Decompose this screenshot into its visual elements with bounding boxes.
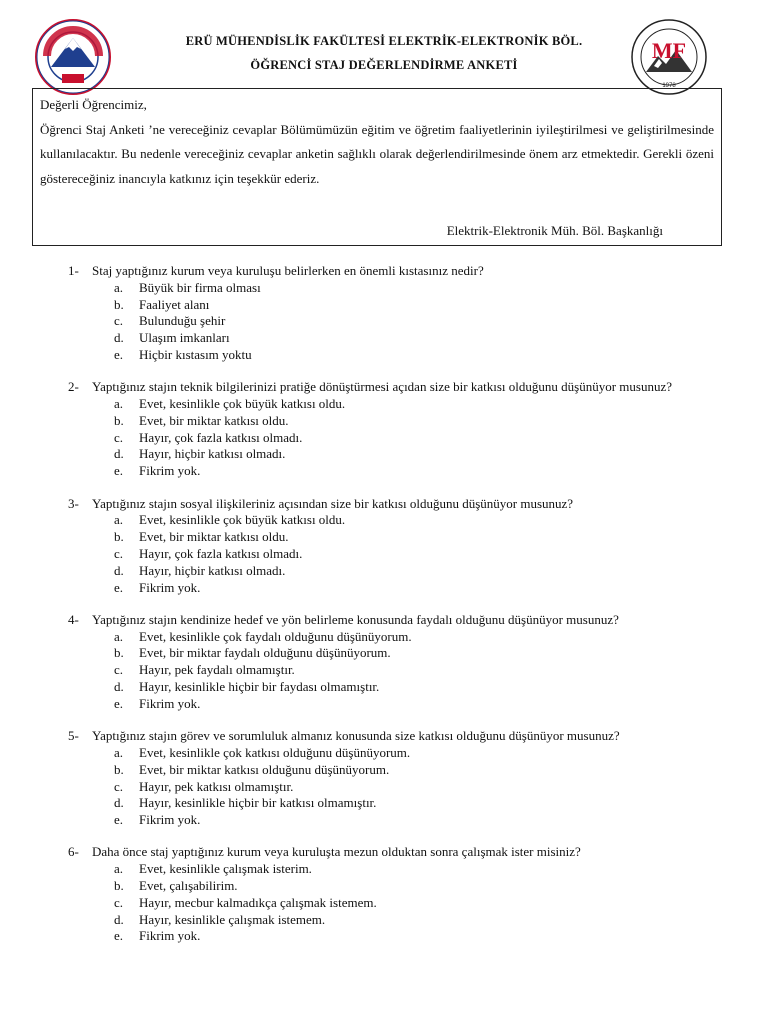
answer-option [68, 413, 738, 430]
question-list [68, 263, 738, 961]
intro-signature: Elektrik-Elektronik Müh. Böl. Başkanlığı [446, 223, 663, 238]
question-1 [68, 263, 738, 364]
option-text: Evet, kesinlikle çok faydalı olduğunu düşünüyorum. [139, 628, 412, 644]
option-letter: c. [114, 545, 124, 561]
option-text: Hayır, pek katkısı olmamıştır. [139, 778, 294, 794]
option-text: Ulaşım imkanları [139, 330, 230, 346]
answer-option [68, 895, 738, 912]
question-6 [68, 844, 738, 945]
answer-option [68, 762, 738, 779]
question-2 [68, 379, 738, 480]
answer-option [68, 546, 738, 563]
option-text: Evet, kesinlikle çok büyük katkısı oldu. [139, 396, 346, 412]
option-letter: c. [114, 894, 124, 910]
intro-box [32, 88, 722, 246]
option-letter: e. [114, 695, 124, 711]
intro-greeting: Değerli Öğrencimiz, [40, 97, 147, 112]
option-text: Faaliyet alanı [139, 296, 210, 312]
answer-option [68, 878, 738, 895]
answer-option [68, 696, 738, 713]
option-letter: d. [114, 330, 124, 346]
question-text: Yaptığınız stajın teknik bilgilerinizi pratiğe dönüştürmesi açıdan size bir katkısı olduğunu düşünüyor musunuz? [92, 379, 672, 395]
header-faculty-line: ERÜ MÜHENDİSLİK FAKÜLTESİ ELEKTRİK-ELEKTRONİK BÖL. [185, 34, 583, 48]
question-text: Daha önce staj yaptığınız kurum veya kuruluşta mezun olduktan sonra çalışmak ister misiniz? [92, 844, 581, 860]
answer-option [68, 861, 738, 878]
answer-option [68, 563, 738, 580]
option-text: Bulunduğu şehir [139, 313, 226, 329]
svg-text:MF: MF [651, 38, 687, 63]
option-text: Hiçbir kıstasım yoktu [139, 346, 252, 362]
question-text-row [68, 612, 738, 629]
erciyes-university-logo [34, 18, 112, 96]
document-header [120, 29, 648, 77]
option-letter: c. [114, 313, 124, 329]
question-number: 6- [68, 844, 79, 860]
answer-option [68, 313, 738, 330]
answer-option [68, 297, 738, 314]
option-letter: b. [114, 645, 124, 661]
question-number: 2- [68, 379, 79, 395]
question-number: 4- [68, 611, 79, 627]
option-letter: e. [114, 463, 124, 479]
option-text: Evet, kesinlikle çok katkısı olduğunu düşünüyorum. [139, 744, 411, 760]
option-text: Hayır, mecbur kalmadıkça çalışmak istemem. [139, 894, 377, 910]
question-text: Yaptığınız stajın görev ve sorumluluk almanız konusunda size katkısı olduğunu düşünüyor musunuz? [92, 728, 620, 744]
option-letter: e. [114, 928, 124, 944]
svg-text:1978: 1978 [662, 83, 676, 89]
option-text: Evet, bir miktar faydalı olduğunu düşünüyorum. [139, 645, 391, 661]
option-text: Hayır, hiçbir katkısı olmadı. [139, 446, 286, 462]
option-text: Hayır, kesinlikle çalışmak istemem. [139, 911, 326, 927]
question-text: Yaptığınız stajın sosyal ilişkileriniz açısından size bir katkısı olduğunu düşünüyor musunuz? [92, 495, 574, 511]
option-letter: a. [114, 628, 124, 644]
answer-option [68, 779, 738, 796]
option-letter: d. [114, 562, 124, 578]
option-letter: d. [114, 911, 124, 927]
question-text-row [68, 728, 738, 745]
answer-option [68, 679, 738, 696]
answer-option [68, 330, 738, 347]
intro-paragraph: Öğrenci Staj Anketi ’ne vereceğiniz cevaplar Bölümümüzün eğitim ve öğretim faaliyetlerinin iyileştirilmesi ve geliştirilmesinde kullanılacaktır. Bu nedenle vereceğiniz cevaplar anketin sağlıklı olarak değerlendirilmesinde önem arz etmektedir. Gerekli özeni göstereceğiniz inancıyla katkınız için teşekkür ederiz. [40, 121, 714, 186]
question-text: Yaptığınız stajın kendinize hedef ve yön belirleme konusunda faydalı olduğunu düşünüyor musunuz? [92, 611, 619, 627]
option-text: Evet, bir miktar katkısı oldu. [139, 412, 289, 428]
option-text: Evet, kesinlikle çok büyük katkısı oldu. [139, 512, 346, 528]
option-letter: b. [114, 761, 124, 777]
option-letter: e. [114, 346, 124, 362]
option-letter: c. [114, 429, 124, 445]
option-letter: a. [114, 861, 124, 877]
option-text: Fikrim yok. [139, 579, 201, 595]
question-text-row [68, 496, 738, 513]
option-text: Hayır, kesinlikle hiçbir bir katkısı olmamıştır. [139, 795, 377, 811]
option-letter: b. [114, 878, 124, 893]
option-text: Evet, bir miktar katkısı olduğunu düşünüyorum. [139, 761, 390, 777]
option-text: Hayır, çok fazla katkısı olmadı. [139, 545, 303, 561]
option-text: Hayır, kesinlikle hiçbir bir faydası olmamıştır. [139, 679, 380, 695]
question-text-row [68, 379, 738, 396]
answer-option [68, 745, 738, 762]
question-text-row [68, 263, 738, 280]
question-4 [68, 612, 738, 713]
option-text: Hayır, çok fazla katkısı olmadı. [139, 429, 303, 445]
answer-option [68, 912, 738, 929]
option-text: Fikrim yok. [139, 928, 201, 944]
answer-option [68, 463, 738, 480]
question-3 [68, 496, 738, 597]
answer-option [68, 580, 738, 597]
header-survey-title: ÖĞRENCİ STAJ DEĞERLENDİRME ANKETİ [250, 58, 518, 72]
option-text: Evet, çalışabilirim. [139, 878, 238, 893]
question-number: 1- [68, 263, 79, 278]
option-text: Fikrim yok. [139, 463, 201, 479]
answer-option [68, 347, 738, 364]
question-number: 5- [68, 728, 79, 744]
option-letter: a. [114, 279, 124, 295]
answer-option [68, 446, 738, 463]
option-letter: c. [114, 778, 124, 794]
option-letter: d. [114, 446, 124, 462]
answer-option [68, 529, 738, 546]
option-text: Fikrim yok. [139, 695, 201, 711]
option-letter: b. [114, 296, 124, 312]
option-text: Evet, kesinlikle çalışmak isterim. [139, 861, 312, 877]
answer-option [68, 430, 738, 447]
option-text: Fikrim yok. [139, 812, 201, 828]
question-text-row [68, 844, 738, 861]
question-text: Staj yaptığınız kurum veya kuruluşu belirlerken en önemli kıstasınız nedir? [92, 263, 484, 278]
answer-option [68, 396, 738, 413]
option-letter: b. [114, 412, 124, 428]
answer-option [68, 928, 738, 945]
answer-option [68, 812, 738, 829]
option-letter: a. [114, 744, 124, 760]
option-text: Hayır, hiçbir katkısı olmadı. [139, 562, 286, 578]
option-letter: d. [114, 679, 124, 695]
option-letter: e. [114, 812, 124, 828]
option-letter: c. [114, 662, 124, 678]
answer-option [68, 512, 738, 529]
answer-option [68, 795, 738, 812]
option-text: Büyük bir firma olması [139, 279, 261, 295]
question-5 [68, 728, 738, 829]
option-letter: a. [114, 512, 124, 528]
option-text: Hayır, pek faydalı olmamıştır. [139, 662, 295, 678]
question-number: 3- [68, 495, 79, 511]
answer-option [68, 645, 738, 662]
option-letter: b. [114, 529, 124, 545]
option-letter: a. [114, 396, 124, 412]
option-letter: d. [114, 795, 124, 811]
answer-option [68, 280, 738, 297]
option-text: Evet, bir miktar katkısı oldu. [139, 529, 289, 545]
answer-option [68, 662, 738, 679]
option-letter: e. [114, 579, 124, 595]
answer-option [68, 629, 738, 646]
